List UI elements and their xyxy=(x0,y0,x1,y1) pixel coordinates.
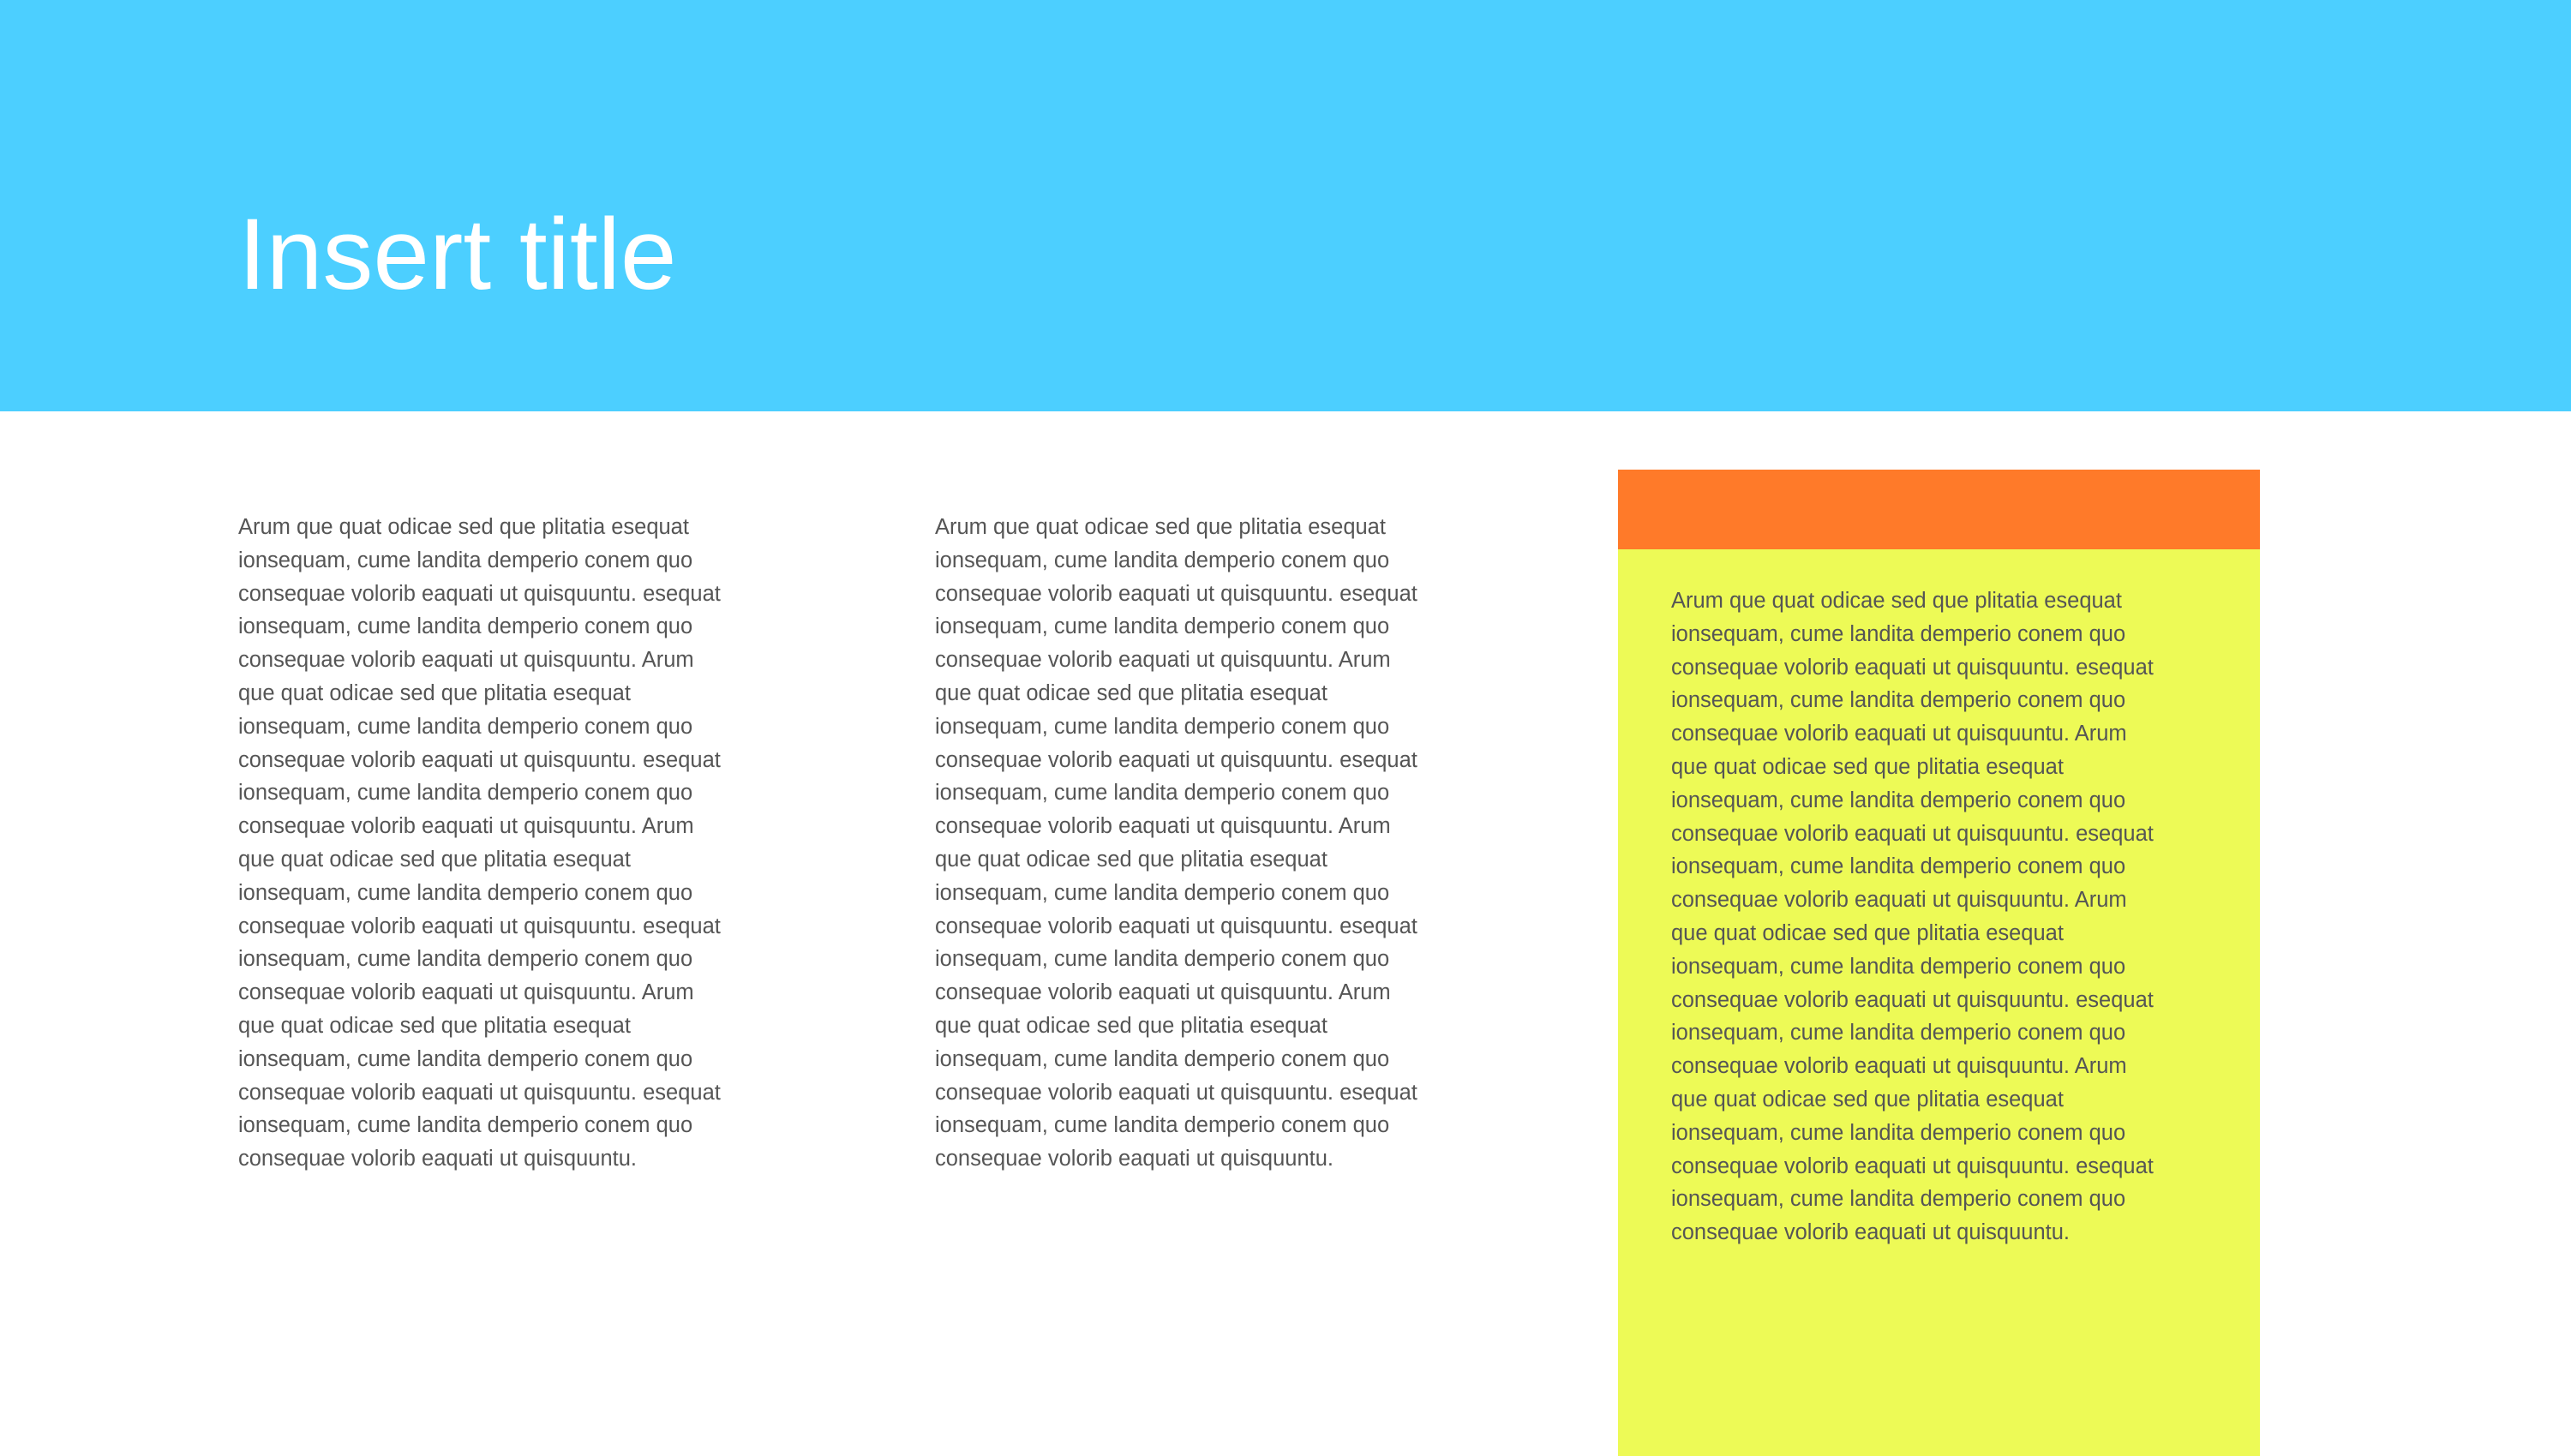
callout-body-text: Arum que quat odicae sed que plitatia esequat ionsequam, cume landita demperio conem quo consequae volorib eaquati ut quisquuntu. esequat ionsequam, cume landita demperio conem quo consequae volorib eaquati ut quisquuntu. Arum que quat odicae sed que plitatia esequat ionsequam, cume landita demperio conem quo consequae volorib eaquati ut quisquuntu. esequat ionsequam, cume landita demperio conem quo consequae volorib eaquati ut quisquuntu. Arum que quat odicae sed que plitatia esequat ionsequam, cume landita demperio conem quo consequae volorib eaquati ut quisquuntu. esequat ionsequam, cume landita demperio conem quo consequae volorib eaquati ut quisquuntu. Arum que quat odicae sed que plitatia esequat ionsequam, cume landita demperio conem quo consequae volorib eaquati ut quisquuntu. esequat ionsequam, cume landita demperio conem quo consequae volorib eaquati ut quisquuntu. xyxy=(1671,589,2154,1245)
body-text-column-1: Arum que quat odicae sed que plitatia esequat ionsequam, cume landita demperio conem quo consequae volorib eaquati ut quisquuntu. esequat ionsequam, cume landita demperio conem quo consequae volorib eaquati ut quisquuntu. Arum que quat odicae sed que plitatia esequat ionsequam, cume landita demperio conem quo consequae volorib eaquati ut quisquuntu. esequat ionsequam, cume landita demperio conem quo consequae volorib eaquati ut quisquuntu. Arum que quat odicae sed que plitatia esequat ionsequam, cume landita demperio conem quo consequae volorib eaquati ut quisquuntu. esequat ionsequam, cume landita demperio conem quo consequae volorib eaquati ut quisquuntu. Arum que quat odicae sed que plitatia esequat ionsequam, cume landita demperio conem quo consequae volorib eaquati ut quisquuntu. esequat ionsequam, cume landita demperio conem quo consequae volorib eaquati ut quisquuntu. xyxy=(238,515,721,1171)
body-text-column-2: Arum que quat odicae sed que plitatia esequat ionsequam, cume landita demperio conem quo consequae volorib eaquati ut quisquuntu. esequat ionsequam, cume landita demperio conem quo consequae volorib eaquati ut quisquuntu. Arum que quat odicae sed que plitatia esequat ionsequam, cume landita demperio conem quo consequae volorib eaquati ut quisquuntu. esequat ionsequam, cume landita demperio conem quo consequae volorib eaquati ut quisquuntu. Arum que quat odicae sed que plitatia esequat ionsequam, cume landita demperio conem quo consequae volorib eaquati ut quisquuntu. esequat ionsequam, cume landita demperio conem quo consequae volorib eaquati ut quisquuntu. Arum que quat odicae sed que plitatia esequat ionsequam, cume landita demperio conem quo consequae volorib eaquati ut quisquuntu. esequat ionsequam, cume landita demperio conem quo consequae volorib eaquati ut quisquuntu. xyxy=(935,515,1417,1171)
page-title: Insert title xyxy=(238,198,677,311)
callout-box xyxy=(1618,470,2260,1456)
header-band xyxy=(0,0,2571,411)
callout-header-bar xyxy=(1618,470,2260,549)
